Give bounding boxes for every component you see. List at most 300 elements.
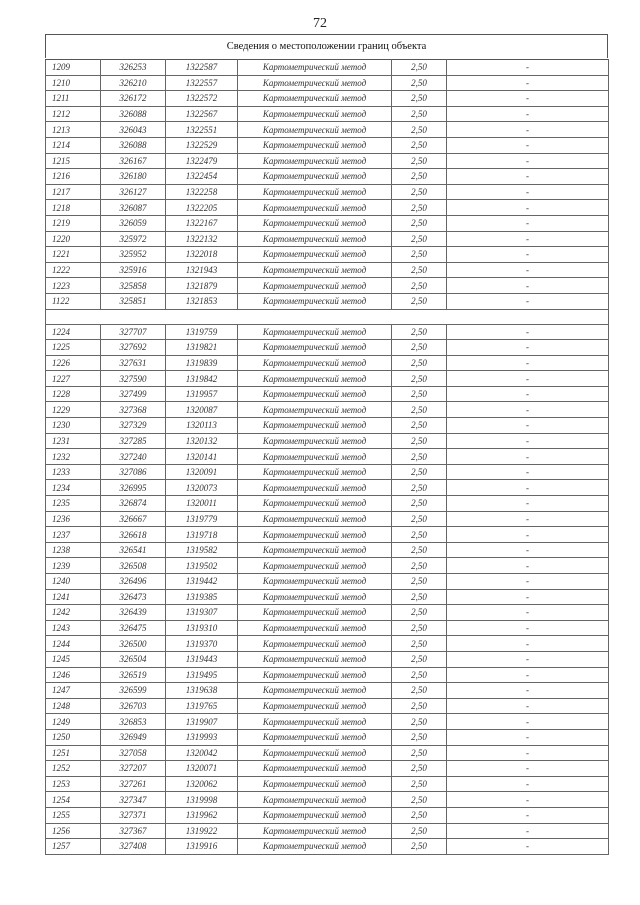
- precision-cell: 2,50: [392, 433, 447, 449]
- description-cell: -: [447, 527, 609, 543]
- method-cell: Картометрический метод: [238, 200, 392, 216]
- point-number-cell: 1212: [46, 106, 101, 122]
- x-coordinate-cell: 326473: [101, 589, 166, 605]
- y-coordinate-cell: 1321853: [166, 293, 238, 309]
- y-coordinate-cell: 1319842: [166, 371, 238, 387]
- table-row: [46, 527, 609, 543]
- point-number-cell: 1241: [46, 589, 101, 605]
- point-number-cell: 1220: [46, 231, 101, 247]
- precision-cell: 2,50: [392, 215, 447, 231]
- precision-cell: 2,50: [392, 745, 447, 761]
- method-cell: Картометрический метод: [238, 511, 392, 527]
- table-row: [46, 605, 609, 621]
- precision-cell: 2,50: [392, 698, 447, 714]
- method-cell: Картометрический метод: [238, 651, 392, 667]
- x-coordinate-cell: 327261: [101, 776, 166, 792]
- y-coordinate-cell: 1320113: [166, 418, 238, 434]
- precision-cell: 2,50: [392, 449, 447, 465]
- group-separator-row: [46, 309, 609, 324]
- y-coordinate-cell: 1320141: [166, 449, 238, 465]
- y-coordinate-cell: 1319370: [166, 636, 238, 652]
- method-cell: Картометрический метод: [238, 807, 392, 823]
- table-row: [46, 184, 609, 200]
- description-cell: -: [447, 683, 609, 699]
- y-coordinate-cell: 1320042: [166, 745, 238, 761]
- description-cell: -: [447, 839, 609, 855]
- description-cell: -: [447, 324, 609, 340]
- y-coordinate-cell: 1319998: [166, 792, 238, 808]
- x-coordinate-cell: 326500: [101, 636, 166, 652]
- y-coordinate-cell: 1319922: [166, 823, 238, 839]
- precision-cell: 2,50: [392, 761, 447, 777]
- point-number-cell: 1216: [46, 169, 101, 185]
- description-cell: -: [447, 402, 609, 418]
- x-coordinate-cell: 326180: [101, 169, 166, 185]
- method-cell: Картометрический метод: [238, 558, 392, 574]
- precision-cell: 2,50: [392, 792, 447, 808]
- y-coordinate-cell: 1319839: [166, 355, 238, 371]
- x-coordinate-cell: 325972: [101, 231, 166, 247]
- y-coordinate-cell: 1322572: [166, 91, 238, 107]
- y-coordinate-cell: 1320087: [166, 402, 238, 418]
- description-cell: -: [447, 75, 609, 91]
- method-cell: Картометрический метод: [238, 75, 392, 91]
- precision-cell: 2,50: [392, 776, 447, 792]
- method-cell: Картометрический метод: [238, 169, 392, 185]
- precision-cell: 2,50: [392, 527, 447, 543]
- y-coordinate-cell: 1319779: [166, 511, 238, 527]
- y-coordinate-cell: 1322529: [166, 137, 238, 153]
- y-coordinate-cell: 1320011: [166, 496, 238, 512]
- table-row: [46, 386, 609, 402]
- table-row: [46, 324, 609, 340]
- y-coordinate-cell: 1319310: [166, 620, 238, 636]
- point-number-cell: 1214: [46, 137, 101, 153]
- y-coordinate-cell: 1322587: [166, 60, 238, 76]
- table-row: [46, 293, 609, 309]
- method-cell: Картометрический метод: [238, 324, 392, 340]
- point-number-cell: 1211: [46, 91, 101, 107]
- point-number-cell: 1251: [46, 745, 101, 761]
- point-number-cell: 1221: [46, 247, 101, 263]
- x-coordinate-cell: 327207: [101, 761, 166, 777]
- table-row: [46, 340, 609, 356]
- table-row: [46, 807, 609, 823]
- x-coordinate-cell: 326874: [101, 496, 166, 512]
- precision-cell: 2,50: [392, 60, 447, 76]
- method-cell: Картометрический метод: [238, 433, 392, 449]
- x-coordinate-cell: 327058: [101, 745, 166, 761]
- y-coordinate-cell: 1322454: [166, 169, 238, 185]
- method-cell: Картометрический метод: [238, 184, 392, 200]
- x-coordinate-cell: 327590: [101, 371, 166, 387]
- precision-cell: 2,50: [392, 371, 447, 387]
- table-row: [46, 215, 609, 231]
- point-number-cell: 1255: [46, 807, 101, 823]
- table-row: [46, 714, 609, 730]
- table-row: [46, 651, 609, 667]
- precision-cell: 2,50: [392, 651, 447, 667]
- description-cell: -: [447, 698, 609, 714]
- y-coordinate-cell: 1319759: [166, 324, 238, 340]
- table-title: Сведения о местоположении границ объекта: [45, 34, 608, 58]
- precision-cell: 2,50: [392, 480, 447, 496]
- x-coordinate-cell: 325858: [101, 278, 166, 294]
- precision-cell: 2,50: [392, 293, 447, 309]
- precision-cell: 2,50: [392, 839, 447, 855]
- y-coordinate-cell: 1319907: [166, 714, 238, 730]
- description-cell: -: [447, 449, 609, 465]
- table-row: [46, 355, 609, 371]
- point-number-cell: 1236: [46, 511, 101, 527]
- precision-cell: 2,50: [392, 169, 447, 185]
- method-cell: Картометрический метод: [238, 792, 392, 808]
- method-cell: Картометрический метод: [238, 449, 392, 465]
- x-coordinate-cell: 326059: [101, 215, 166, 231]
- description-cell: -: [447, 184, 609, 200]
- point-number-cell: 1219: [46, 215, 101, 231]
- method-cell: Картометрический метод: [238, 823, 392, 839]
- description-cell: -: [447, 122, 609, 138]
- description-cell: -: [447, 496, 609, 512]
- method-cell: Картометрический метод: [238, 293, 392, 309]
- table-row: [46, 60, 609, 76]
- x-coordinate-cell: 326508: [101, 558, 166, 574]
- description-cell: -: [447, 200, 609, 216]
- method-cell: Картометрический метод: [238, 729, 392, 745]
- table-row: [46, 464, 609, 480]
- point-number-cell: 1247: [46, 683, 101, 699]
- x-coordinate-cell: 327367: [101, 823, 166, 839]
- description-cell: -: [447, 714, 609, 730]
- x-coordinate-cell: 326519: [101, 667, 166, 683]
- point-number-cell: 1254: [46, 792, 101, 808]
- table-row: [46, 480, 609, 496]
- description-cell: -: [447, 792, 609, 808]
- precision-cell: 2,50: [392, 605, 447, 621]
- table-row: [46, 823, 609, 839]
- point-number-cell: 1223: [46, 278, 101, 294]
- y-coordinate-cell: 1320091: [166, 464, 238, 480]
- method-cell: Картометрический метод: [238, 91, 392, 107]
- x-coordinate-cell: 325916: [101, 262, 166, 278]
- y-coordinate-cell: 1322557: [166, 75, 238, 91]
- point-number-cell: 1248: [46, 698, 101, 714]
- table-row: [46, 620, 609, 636]
- y-coordinate-cell: 1319993: [166, 729, 238, 745]
- description-cell: -: [447, 574, 609, 590]
- table-row: [46, 433, 609, 449]
- x-coordinate-cell: 326167: [101, 153, 166, 169]
- precision-cell: 2,50: [392, 137, 447, 153]
- y-coordinate-cell: 1319957: [166, 386, 238, 402]
- y-coordinate-cell: 1320062: [166, 776, 238, 792]
- method-cell: Картометрический метод: [238, 574, 392, 590]
- precision-cell: 2,50: [392, 75, 447, 91]
- point-number-cell: 1232: [46, 449, 101, 465]
- method-cell: Картометрический метод: [238, 355, 392, 371]
- precision-cell: 2,50: [392, 558, 447, 574]
- separator-cell: [46, 309, 609, 324]
- description-cell: -: [447, 729, 609, 745]
- x-coordinate-cell: 326439: [101, 605, 166, 621]
- y-coordinate-cell: 1319765: [166, 698, 238, 714]
- x-coordinate-cell: 326599: [101, 683, 166, 699]
- y-coordinate-cell: 1322551: [166, 122, 238, 138]
- y-coordinate-cell: 1322167: [166, 215, 238, 231]
- x-coordinate-cell: 326853: [101, 714, 166, 730]
- point-number-cell: 1233: [46, 464, 101, 480]
- description-cell: -: [447, 355, 609, 371]
- x-coordinate-cell: 326475: [101, 620, 166, 636]
- precision-cell: 2,50: [392, 386, 447, 402]
- table-row: [46, 589, 609, 605]
- y-coordinate-cell: 1319502: [166, 558, 238, 574]
- precision-cell: 2,50: [392, 278, 447, 294]
- x-coordinate-cell: 327692: [101, 340, 166, 356]
- point-number-cell: 1231: [46, 433, 101, 449]
- x-coordinate-cell: 326043: [101, 122, 166, 138]
- precision-cell: 2,50: [392, 153, 447, 169]
- method-cell: Картометрический метод: [238, 527, 392, 543]
- x-coordinate-cell: 327408: [101, 839, 166, 855]
- description-cell: -: [447, 636, 609, 652]
- precision-cell: 2,50: [392, 823, 447, 839]
- coordinates-table-body: [46, 60, 609, 855]
- y-coordinate-cell: 1321943: [166, 262, 238, 278]
- method-cell: Картометрический метод: [238, 620, 392, 636]
- point-number-cell: 1229: [46, 402, 101, 418]
- precision-cell: 2,50: [392, 122, 447, 138]
- precision-cell: 2,50: [392, 729, 447, 745]
- table-row: [46, 262, 609, 278]
- description-cell: -: [447, 807, 609, 823]
- coordinates-table: [45, 59, 609, 855]
- description-cell: -: [447, 761, 609, 777]
- point-number-cell: 1246: [46, 667, 101, 683]
- precision-cell: 2,50: [392, 620, 447, 636]
- description-cell: -: [447, 262, 609, 278]
- precision-cell: 2,50: [392, 355, 447, 371]
- point-number-cell: 1224: [46, 324, 101, 340]
- x-coordinate-cell: 327371: [101, 807, 166, 823]
- method-cell: Картометрический метод: [238, 418, 392, 434]
- point-number-cell: 1217: [46, 184, 101, 200]
- method-cell: Картометрический метод: [238, 60, 392, 76]
- y-coordinate-cell: 1322567: [166, 106, 238, 122]
- description-cell: -: [447, 745, 609, 761]
- precision-cell: 2,50: [392, 402, 447, 418]
- table-row: [46, 511, 609, 527]
- point-number-cell: 1249: [46, 714, 101, 730]
- table-row: [46, 137, 609, 153]
- point-number-cell: 1222: [46, 262, 101, 278]
- point-number-cell: 1230: [46, 418, 101, 434]
- x-coordinate-cell: 325851: [101, 293, 166, 309]
- y-coordinate-cell: 1322018: [166, 247, 238, 263]
- precision-cell: 2,50: [392, 91, 447, 107]
- method-cell: Картометрический метод: [238, 278, 392, 294]
- precision-cell: 2,50: [392, 636, 447, 652]
- point-number-cell: 1226: [46, 355, 101, 371]
- method-cell: Картометрический метод: [238, 106, 392, 122]
- description-cell: -: [447, 480, 609, 496]
- x-coordinate-cell: 326088: [101, 137, 166, 153]
- y-coordinate-cell: 1320071: [166, 761, 238, 777]
- description-cell: -: [447, 651, 609, 667]
- point-number-cell: 1235: [46, 496, 101, 512]
- point-number-cell: 1239: [46, 558, 101, 574]
- precision-cell: 2,50: [392, 496, 447, 512]
- method-cell: Картометрический метод: [238, 839, 392, 855]
- x-coordinate-cell: 327086: [101, 464, 166, 480]
- method-cell: Картометрический метод: [238, 667, 392, 683]
- x-coordinate-cell: 326496: [101, 574, 166, 590]
- y-coordinate-cell: 1319442: [166, 574, 238, 590]
- table-row: [46, 169, 609, 185]
- description-cell: -: [447, 558, 609, 574]
- method-cell: Картометрический метод: [238, 636, 392, 652]
- y-coordinate-cell: 1319916: [166, 839, 238, 855]
- description-cell: -: [447, 153, 609, 169]
- table-row: [46, 496, 609, 512]
- point-number-cell: 1218: [46, 200, 101, 216]
- description-cell: -: [447, 823, 609, 839]
- y-coordinate-cell: 1322132: [166, 231, 238, 247]
- method-cell: Картометрический метод: [238, 542, 392, 558]
- precision-cell: 2,50: [392, 683, 447, 699]
- description-cell: -: [447, 620, 609, 636]
- point-number-cell: 1225: [46, 340, 101, 356]
- x-coordinate-cell: 327499: [101, 386, 166, 402]
- precision-cell: 2,50: [392, 184, 447, 200]
- y-coordinate-cell: 1319385: [166, 589, 238, 605]
- point-number-cell: 1237: [46, 527, 101, 543]
- precision-cell: 2,50: [392, 200, 447, 216]
- y-coordinate-cell: 1322479: [166, 153, 238, 169]
- description-cell: -: [447, 215, 609, 231]
- method-cell: Картометрический метод: [238, 247, 392, 263]
- page-number: 72: [313, 16, 327, 31]
- table-row: [46, 745, 609, 761]
- description-cell: -: [447, 91, 609, 107]
- y-coordinate-cell: 1319821: [166, 340, 238, 356]
- point-number-cell: 1213: [46, 122, 101, 138]
- table-row: [46, 761, 609, 777]
- description-cell: -: [447, 511, 609, 527]
- description-cell: -: [447, 106, 609, 122]
- description-cell: -: [447, 776, 609, 792]
- y-coordinate-cell: 1319443: [166, 651, 238, 667]
- table-row: [46, 122, 609, 138]
- table-row: [46, 667, 609, 683]
- x-coordinate-cell: 326210: [101, 75, 166, 91]
- point-number-cell: 1228: [46, 386, 101, 402]
- table-row: [46, 231, 609, 247]
- table-row: [46, 91, 609, 107]
- description-cell: -: [447, 605, 609, 621]
- description-cell: -: [447, 169, 609, 185]
- x-coordinate-cell: 326087: [101, 200, 166, 216]
- description-cell: -: [447, 542, 609, 558]
- point-number-cell: 1215: [46, 153, 101, 169]
- precision-cell: 2,50: [392, 324, 447, 340]
- precision-cell: 2,50: [392, 574, 447, 590]
- description-cell: -: [447, 231, 609, 247]
- point-number-cell: 1252: [46, 761, 101, 777]
- point-number-cell: 1238: [46, 542, 101, 558]
- point-number-cell: 1257: [46, 839, 101, 855]
- method-cell: Картометрический метод: [238, 231, 392, 247]
- point-number-cell: 1227: [46, 371, 101, 387]
- point-number-cell: 1234: [46, 480, 101, 496]
- x-coordinate-cell: 326127: [101, 184, 166, 200]
- precision-cell: 2,50: [392, 667, 447, 683]
- table-row: [46, 683, 609, 699]
- precision-cell: 2,50: [392, 231, 447, 247]
- description-cell: -: [447, 386, 609, 402]
- x-coordinate-cell: 327368: [101, 402, 166, 418]
- table-row: [46, 574, 609, 590]
- table-row: [46, 247, 609, 263]
- point-number-cell: 1244: [46, 636, 101, 652]
- description-cell: -: [447, 371, 609, 387]
- method-cell: Картометрический метод: [238, 496, 392, 512]
- table-row: [46, 418, 609, 434]
- y-coordinate-cell: 1322205: [166, 200, 238, 216]
- table-row: [46, 278, 609, 294]
- table-row: [46, 792, 609, 808]
- x-coordinate-cell: 326995: [101, 480, 166, 496]
- x-coordinate-cell: 326703: [101, 698, 166, 714]
- method-cell: Картометрический метод: [238, 371, 392, 387]
- point-number-cell: 1250: [46, 729, 101, 745]
- precision-cell: 2,50: [392, 464, 447, 480]
- precision-cell: 2,50: [392, 511, 447, 527]
- y-coordinate-cell: 1319638: [166, 683, 238, 699]
- description-cell: -: [447, 293, 609, 309]
- precision-cell: 2,50: [392, 106, 447, 122]
- y-coordinate-cell: 1319307: [166, 605, 238, 621]
- description-cell: -: [447, 464, 609, 480]
- table-row: [46, 776, 609, 792]
- table-row: [46, 153, 609, 169]
- y-coordinate-cell: 1319495: [166, 667, 238, 683]
- table-row: [46, 839, 609, 855]
- y-coordinate-cell: 1319962: [166, 807, 238, 823]
- table-row: [46, 200, 609, 216]
- description-cell: -: [447, 340, 609, 356]
- x-coordinate-cell: 326541: [101, 542, 166, 558]
- method-cell: Картометрический метод: [238, 215, 392, 231]
- x-coordinate-cell: 326949: [101, 729, 166, 745]
- x-coordinate-cell: 327329: [101, 418, 166, 434]
- point-number-cell: 1240: [46, 574, 101, 590]
- point-number-cell: 1209: [46, 60, 101, 76]
- description-cell: -: [447, 247, 609, 263]
- precision-cell: 2,50: [392, 542, 447, 558]
- y-coordinate-cell: 1320073: [166, 480, 238, 496]
- precision-cell: 2,50: [392, 247, 447, 263]
- method-cell: Картометрический метод: [238, 262, 392, 278]
- description-cell: -: [447, 278, 609, 294]
- x-coordinate-cell: 326172: [101, 91, 166, 107]
- method-cell: Картометрический метод: [238, 745, 392, 761]
- description-cell: -: [447, 60, 609, 76]
- table-row: [46, 542, 609, 558]
- x-coordinate-cell: 327240: [101, 449, 166, 465]
- x-coordinate-cell: 327631: [101, 355, 166, 371]
